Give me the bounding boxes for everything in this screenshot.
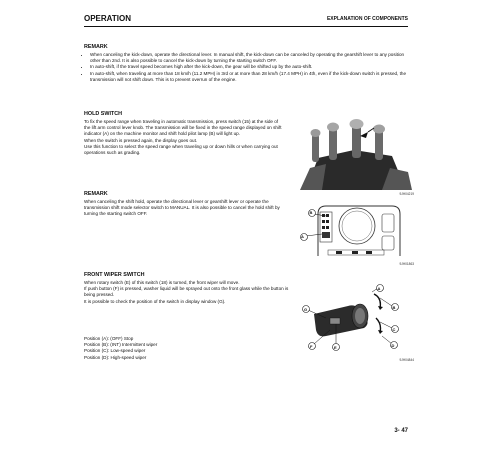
remark-bullet: • In auto-shift, if the travel speed becomes high after the kick-down, the gear will be shifted up by the auto-shift. [90,64,414,70]
callout-label-d: D [391,342,395,348]
page-number: 3- 47 [394,428,408,434]
remark-heading: REMARK [84,44,108,50]
callout-label-f: F [310,343,313,349]
figure-code: 9JH04844 [399,358,414,362]
figure-code: 9JH04219 [399,192,414,196]
callout-label-a: A [301,234,304,239]
wiper-text-3: It is possible to check the position of the switch in display window (G). [84,298,226,304]
wiper-position-item: Position (C): Low-speed wiper [84,348,146,354]
hold-switch-body [84,119,284,156]
hold-switch-text-3: Use this function to select the speed range when traveling up or down hills or when carrying out operations such as grading. [84,143,278,156]
hold-switch-lever-figure [296,118,414,196]
wiper-position-item: Position (D): High-speed wiper [84,354,147,360]
callout-label-a: A [377,285,381,291]
hold-switch-heading: HOLD SWITCH [84,111,123,117]
remark-bullet: • In auto-shift, when traveling at more than 18 km/h (11.2 MPH) in 3rd or at more than 28 km/h (17.4 MPH) in 4th, even if the kick-down switch is pressed, the transmission will not shift down. This is to prevent overrun of the engine. [90,71,414,83]
machine-monitor-figure [296,200,414,266]
wiper-positions-list [84,336,289,361]
callout-label-b: B [309,210,313,215]
hold-switch-text-1: To fix the speed range when traveling in automatic transmission, press switch (15) at the side of the lift arm control lever knob. The transmission will be fixed in the speed range displayed on shift indicator (A) on the machine monitor and shift hold pilot lamp (B) will light up. [84,119,282,137]
remark-bullet: • When canceling the kick-down, operate the directional lever. In manual shift, the kick-down can be canceled by operating the gearshift lever to any position other than 2nd. It is also possible to cancel the kick-down by turning the starting switch OFF. [90,52,414,64]
monitor-panel-illustration [296,200,414,260]
remark-2-body: When canceling the shift hold, operate the directional lever or gearshift lever or operate the transmission shift mode selector switch to MANUAL. It is also possible to cancel the hold shift by turning the starting switch OFF. [84,199,280,217]
wiper-switch-figure [296,284,414,362]
callout-label-e: E [334,344,337,350]
wiper-position-item: Position (B): (INT) Intermittent wiper [84,342,158,348]
wiper-position-item: Position (A): (OFF) Stop [84,336,134,341]
hold-switch-text-2: When the switch is pressed again, the display goes out. [84,137,198,143]
header-section-title: OPERATION [84,14,131,23]
lever-knob-illustration [296,118,414,190]
callout-label-b: B [392,304,396,310]
header-chapter-title: EXPLANATION OF COMPONENTS [326,16,408,22]
wiper-text-1: When rotary switch (E) of this switch (18) is turned, the front wiper will move. [84,280,240,285]
header-divider [84,26,408,27]
front-wiper-heading: FRONT WIPER SWITCH [84,272,145,278]
remark-bullets [84,52,414,83]
remark-heading-2: REMARK [84,191,108,197]
wiper-text-2: If push button (F) is pressed, washer liquid will be sprayed out onto the front glass while the button is being pressed. [84,286,289,298]
callout-label-c: C [392,326,396,332]
front-wiper-body [84,280,289,305]
wiper-stalk-illustration [296,284,414,356]
figure-code: 9JH01863 [399,262,414,266]
callout-label-g: G [304,306,308,312]
